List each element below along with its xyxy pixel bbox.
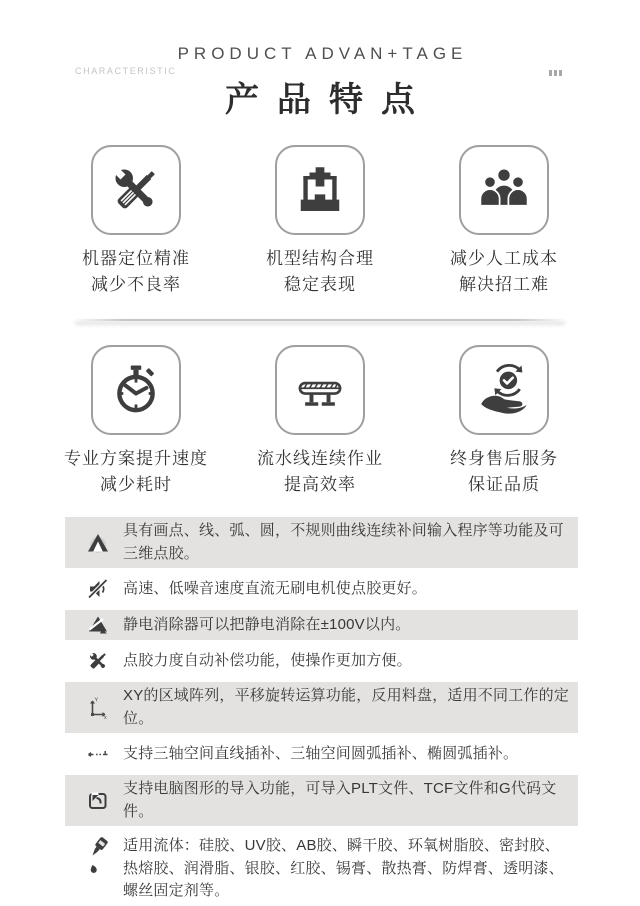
triangle-3d-icon: [86, 532, 110, 554]
stopwatch-icon: [91, 345, 181, 435]
advantage-row-2: [44, 345, 596, 497]
advantage-card: [412, 345, 596, 497]
feature-row: [65, 517, 578, 568]
machine-icon: [275, 145, 365, 235]
feature-row: [65, 610, 578, 640]
caption-line: 终身售后服务: [450, 449, 558, 468]
feature-row: [65, 775, 578, 826]
feature-row: [65, 646, 578, 676]
service-icon: [459, 345, 549, 435]
advantage-caption: [266, 246, 374, 297]
xy-axes-icon: [86, 697, 110, 719]
advantage-caption: [64, 446, 208, 497]
caption-line: 保证品质: [468, 474, 540, 494]
caption-line: 流水线连续作业: [257, 449, 383, 468]
caption-line: 稳定表现: [284, 274, 356, 294]
feature-row: [65, 832, 578, 906]
svg-text:Y: Y: [94, 697, 99, 703]
dashed-line-icon: [86, 743, 110, 765]
feature-text: 点胶力度自动补偿功能，使操作更加方便。: [123, 651, 412, 669]
feature-row: [65, 739, 578, 769]
page-subtitle: PRODUCT ADVAN+TAGE: [177, 44, 468, 63]
advantage-card: [412, 145, 596, 297]
feature-text: 适用流体：硅胶、UV胶、AB胶、瞬干胶、环氧树脂胶、密封胶、热熔胶、润滑脂、银胶、红胶、锡膏、散热膏、防焊膏、透明漆、螺丝固定剂等。: [123, 837, 564, 899]
import-icon: [86, 790, 110, 812]
advantage-caption: [82, 246, 190, 297]
svg-text:x: x: [104, 714, 107, 719]
advantage-card: [228, 145, 412, 297]
advantage-row-1: [44, 145, 596, 297]
team-icon: [459, 145, 549, 235]
feature-text: 支持电脑图形的导入功能，可导入PLT文件、TCF文件和G代码文件。: [123, 780, 557, 820]
caption-line: 减少人工成本: [450, 249, 558, 268]
page-title: 产品特点: [225, 81, 433, 119]
feature-text: 具有画点、线、弧、圆，不规则曲线连续补间输入程序等功能及可三维点胶。: [123, 522, 564, 562]
watermark-label: CHARACTERISTIC: [75, 66, 177, 76]
caption-line: 减少不良率: [91, 274, 181, 294]
caption-line: 减少耗时: [100, 474, 172, 494]
feature-list: [65, 517, 578, 906]
caption-line: 专业方案提升速度: [64, 449, 208, 468]
feature-text: 支持三轴空间直线插补、三轴空间圆弧插补、椭圆弧插补。: [123, 744, 519, 762]
caption-line: 机型结构合理: [266, 249, 374, 268]
feature-row: [65, 574, 578, 604]
advantage-card: [44, 345, 228, 497]
advantage-card: [44, 145, 228, 297]
caption-line: 提高效率: [284, 474, 356, 494]
tools-icon: [91, 145, 181, 235]
three-bars-icon: [549, 70, 562, 76]
caption-line: 机器定位精准: [82, 249, 190, 268]
low-noise-icon: [86, 578, 110, 600]
advantage-caption: [257, 446, 383, 497]
feature-text: XY的区域阵列，平移旋转运算功能，反用料盘，适用不同工作的定位。: [123, 687, 570, 727]
feature-text: 高速、低噪音速度直流无刷电机使点胶更好。: [123, 579, 428, 597]
tools-small-icon: [86, 650, 110, 672]
advantage-caption: [450, 446, 558, 497]
feature-text: 静电消除器可以把静电消除在±100V以内。: [123, 615, 411, 633]
advantage-card: [228, 345, 412, 497]
section-divider: [75, 319, 565, 321]
glue-bottle-icon: [86, 837, 110, 877]
advantage-caption: [450, 246, 558, 297]
caption-line: 解决招工难: [459, 274, 549, 294]
esd-icon: [86, 614, 110, 636]
product-advantage-page: [0, 44, 640, 899]
conveyor-icon: [275, 345, 365, 435]
feature-row: [65, 682, 578, 733]
